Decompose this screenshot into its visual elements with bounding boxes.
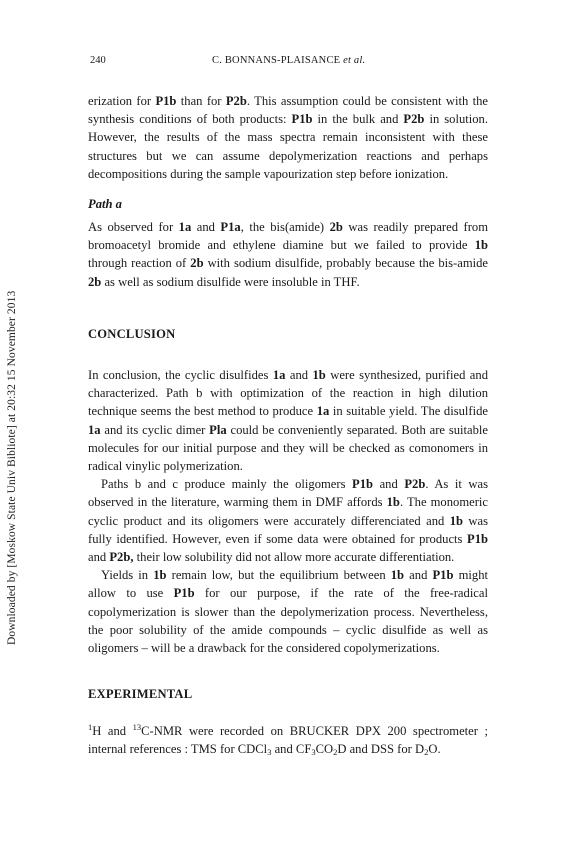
body-paragraph: erization for P1b than for P2b. This assumption could be consistent with the synthesis conditions of both products: P1b in the bulk and P2b in solution. However, the results of the mass spectra remain inconsistent with these structures but we can assume depolymerization reactions and perhaps decompositions during the sample vapourization step before ionization. (88, 94, 489, 181)
path-a-section (88, 218, 488, 291)
paragraph-continued (88, 92, 488, 183)
running-header (212, 55, 365, 66)
running-header-authors: C. BONNANS-PLAISANCE (212, 55, 341, 66)
body-paragraph: $^1$H and $^{13}$C-NMR were recorded on BRUCKER DPX 200 spectrometer ; internal references : TMS for CDCl$_3$ and $CF_3CO_2D$ and DSS for $D_2O$. (88, 722, 488, 758)
conclusion-section (88, 366, 488, 657)
journal-page: Downloaded by [Moskow State Univ Bibliote] at 20:32 15 November 2013 240 C. BONNANS-PLAISANCE et al. erization for P1b than for P2b. This assumption could be consistent with the synthesis conditions of both products: P1b in the bulk and P2b in solution. However, the results of the mass spectra remain inconsistent with these structures but we can assume depolymerization reactions and perhaps decompositions during the sample vapourization step before ionization. Path a As observed for 1a and P1a, the bis(amide) 2b was readily prepared from bromoacetyl bromide and ethylene diamine but we failed to provide 1b through reaction of 2b with sodium disulfide, probably because the bis-amide 2b as well as sodium disulfide were insoluble in THF. CONCLUSION In conclusion, the cyclic disulfides 1a and 1b were synthesized, purified and characterized. Path b with optimization of the reaction in high dilution technique seems the best method to produce 1a in suitable yield. The disulfide 1a and its cyclic dimer Pla could be conveniently separated. Both are suitable molecules for our initial purpose and they will be checked as comonomers in radical vinylic polymerization. Paths b and c produce mainly the oligomers P1b and P2b. As it was observed in the literature, warming them in DMF affords 1b. The monomeric cyclic product and its oligomers were accurately differenciated and 1b was fully identified. However, even if some data were obtained for products P1b and P2b, their low solubility did not allow more accurate differentiation. Yields in 1b remain low, but the equilibrium between 1b and P1b might allow to use P1b for our purpose, if the rate of the free-radical copolymerization is slower than the depolymerization process. Nevertheless, the poor solubility of the amide compounds – cyclic disulfide as well as oligomers – will be a drawback for the considered copolymerizations. EXPERIMENTAL $^1$H and $^{13}$C-NMR were recorded on BRUCKER DPX 200 spectrometer ; internal references : TMS for CDCl$_3$ and $CF_3CO_2D$ and DSS for $D_2O$. (6, 55, 489, 758)
page-number: 240 (90, 55, 106, 66)
experimental-section (88, 722, 488, 758)
body-paragraph: As observed for 1a and P1a, the bis(amide) 2b was readily prepared from bromoacetyl bromide and ethylene diamine but we failed to provide 1b through reaction of 2b with sodium disulfide, probably because the bis-amide 2b as well as sodium disulfide were insoluble in THF. (88, 220, 489, 289)
running-header-etal: et al. (343, 55, 366, 66)
body-paragraph: Paths b and c produce mainly the oligomers P1b and P2b. As it was observed in the literature, warming them in DMF affords 1b. The monomeric cyclic product and its oligomers were accurately differenciated and 1b was fully identified. However, even if some data were obtained for products P1b and P2b, their low solubility did not allow more accurate differentiation. (88, 477, 489, 565)
subsection-heading-path-a: Path a (88, 197, 122, 211)
body-paragraph: Yields in 1b remain low, but the equilibrium between 1b and P1b might allow to use P1b for our purpose, if the rate of the free-radical copolymerization is slower than the depolymerization process. Nevertheless, the poor solubility of the amide compounds – cyclic disulfide as well as oligomers – will be a drawback for the considered copolymerizations. (88, 568, 488, 656)
section-heading-conclusion: CONCLUSION (88, 327, 176, 341)
body-paragraph: In conclusion, the cyclic disulfides 1a and 1b were synthesized, purified and characterized. Path b with optimization of the reaction in high dilution technique seems the best method to produce 1a in suitable yield. The disulfide 1a and its cyclic dimer Pla could be conveniently separated. Both are suitable molecules for our initial purpose and they will be checked as comonomers in radical vinylic polymerization. (88, 368, 488, 474)
section-heading-experimental: EXPERIMENTAL (88, 687, 193, 701)
